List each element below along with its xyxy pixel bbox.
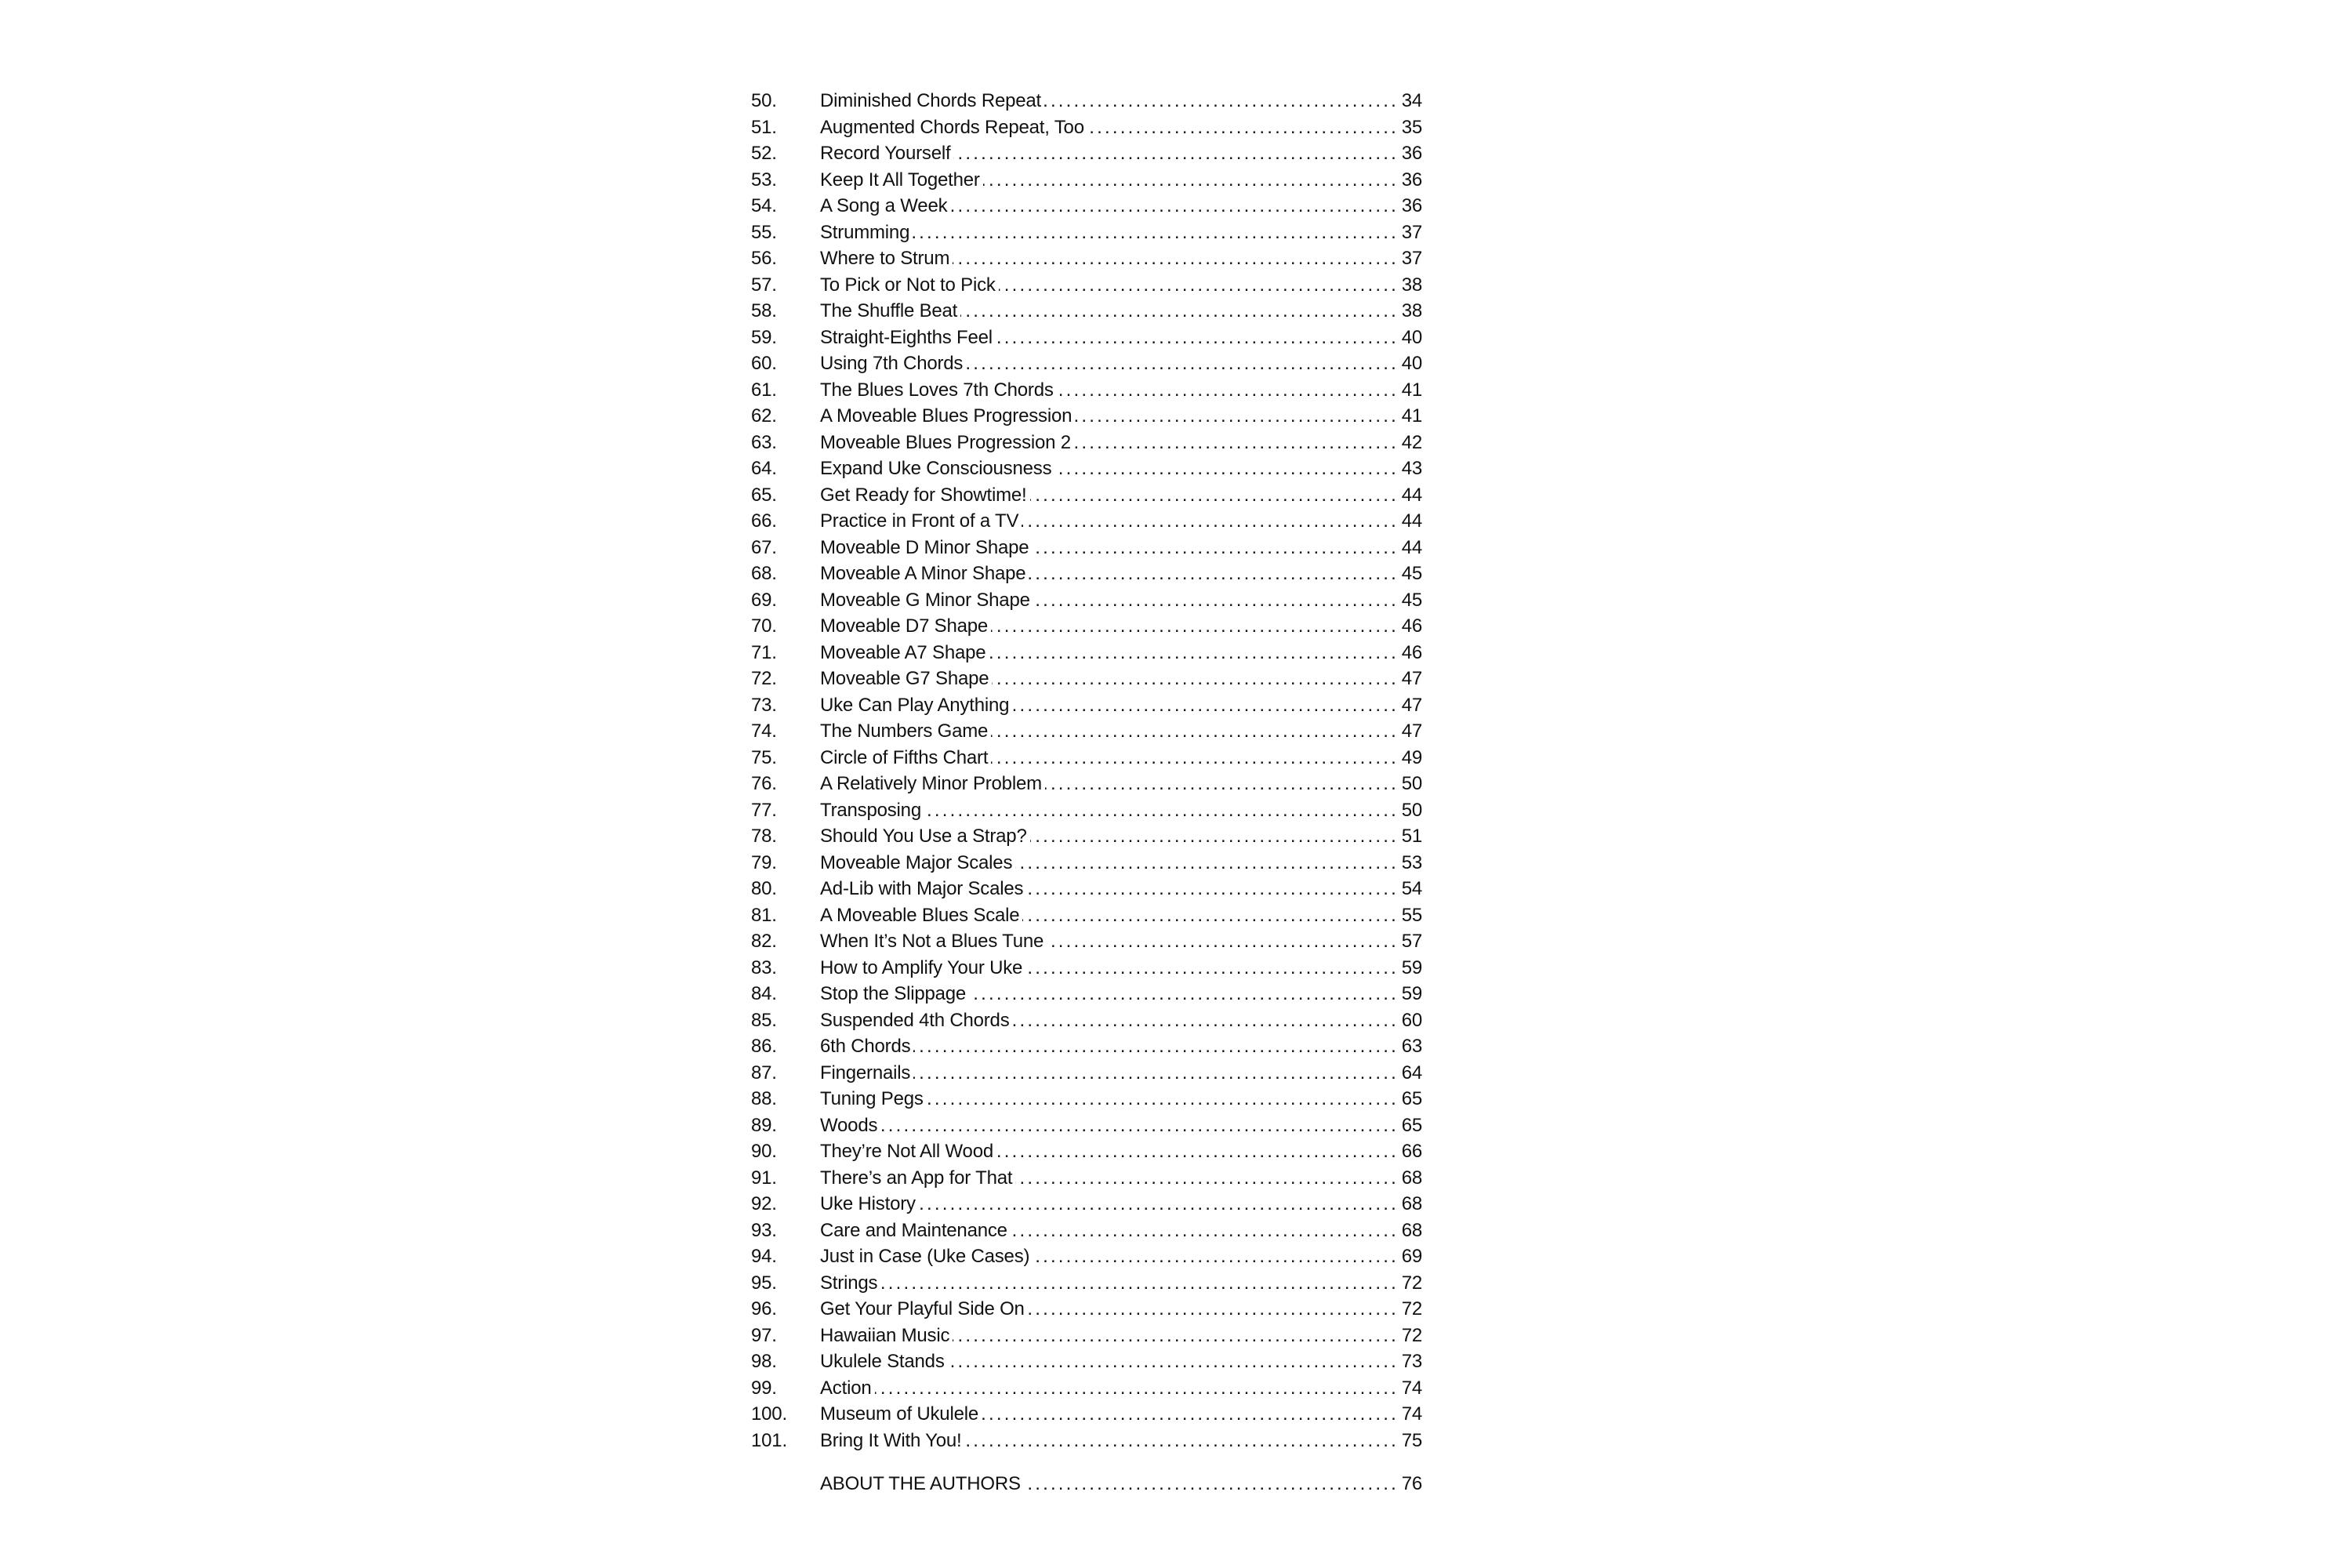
toc-dot-leader — [1026, 876, 1399, 902]
toc-entry-number: 74. — [751, 720, 777, 742]
toc-entry-title: When It’s Not a Blues Tune — [820, 931, 1044, 952]
toc-entry-page: 60 — [1401, 1009, 1422, 1031]
toc-dot-leader — [1045, 771, 1399, 797]
toc-dot-leader — [1033, 587, 1399, 614]
toc-entry-row — [751, 430, 1422, 456]
toc-entry-row — [751, 1218, 1422, 1244]
toc-entry-row — [751, 272, 1422, 299]
toc-entry-number: 80. — [751, 878, 777, 899]
toc-dot-leader — [989, 640, 1399, 666]
toc-entry-number: 96. — [751, 1298, 777, 1319]
toc-entry-number: 51. — [751, 116, 777, 138]
toc-entry-number: 87. — [751, 1062, 777, 1083]
toc-entry-number: 54. — [751, 195, 777, 216]
toc-dot-leader — [996, 1138, 1399, 1165]
toc-entry-row — [751, 1165, 1422, 1192]
toc-dot-leader — [1087, 114, 1399, 141]
toc-entry-row — [751, 955, 1422, 982]
toc-dot-leader — [1075, 403, 1399, 430]
toc-entry-title: Moveable D7 Shape — [820, 615, 989, 637]
toc-dot-leader — [913, 1033, 1399, 1060]
toc-dot-leader — [1012, 692, 1399, 719]
toc-entry-row — [751, 1428, 1422, 1454]
toc-entry-row — [751, 587, 1422, 614]
toc-entry-row — [751, 771, 1422, 797]
toc-entry-row — [751, 797, 1422, 824]
toc-entry-number: 67. — [751, 536, 777, 558]
toc-entry-number: 97. — [751, 1324, 777, 1346]
toc-entry-row — [751, 245, 1422, 272]
toc-entry-title: Woods — [820, 1114, 878, 1136]
toc-entry-page: 68 — [1401, 1219, 1422, 1241]
toc-dot-leader — [1022, 902, 1399, 929]
toc-entry-title: Bring It With You! — [820, 1429, 962, 1451]
toc-entry-page: 35 — [1401, 116, 1422, 138]
toc-entry-title: Ad-Lib with Major Scales — [820, 878, 1024, 899]
toc-entry-row — [751, 692, 1422, 719]
toc-dot-leader — [1030, 482, 1399, 509]
toc-entry-row — [751, 350, 1422, 377]
toc-entry-number: 99. — [751, 1377, 777, 1399]
toc-entry-page: 41 — [1401, 379, 1422, 401]
toc-dot-leader — [1015, 1165, 1399, 1192]
toc-dot-leader — [991, 745, 1399, 771]
toc-entry-number: 101. — [751, 1429, 787, 1451]
toc-entry-number: 63. — [751, 431, 777, 453]
toc-entry-number: 58. — [751, 300, 777, 321]
toc-entry-page: 65 — [1401, 1114, 1422, 1136]
toc-entry-title: Should You Use a Strap? — [820, 826, 1027, 847]
toc-dot-leader — [1033, 1243, 1399, 1270]
toc-dot-leader — [1054, 456, 1399, 482]
toc-entry-page: 65 — [1401, 1088, 1422, 1109]
toc-entry-row — [751, 1348, 1422, 1375]
toc-entry-title: Care and Maintenance — [820, 1219, 1007, 1241]
toc-entry-page: 72 — [1401, 1324, 1422, 1346]
toc-entry-page: 53 — [1401, 851, 1422, 873]
toc-entry-title: They’re Not All Wood — [820, 1141, 993, 1162]
toc-entry-page: 74 — [1401, 1403, 1422, 1425]
toc-entry-number: 86. — [751, 1036, 777, 1057]
toc-entry-number: 90. — [751, 1141, 777, 1162]
toc-entry-title: A Relatively Minor Problem — [820, 773, 1042, 794]
toc-entry-row — [751, 745, 1422, 771]
toc-entry-title: A Moveable Blues Scale — [820, 904, 1020, 926]
toc-entry-row — [751, 325, 1422, 351]
toc-entry-row — [751, 88, 1422, 114]
toc-entry-row — [751, 613, 1422, 640]
toc-entry-row — [751, 1401, 1422, 1428]
toc-entry-page: 36 — [1401, 195, 1422, 216]
toc-dot-leader — [983, 167, 1399, 194]
toc-dot-leader — [999, 272, 1399, 299]
toc-entry-number: 76. — [751, 773, 777, 794]
toc-entry-title: Using 7th Chords — [820, 353, 964, 374]
toc-entry-page: 47 — [1401, 694, 1422, 716]
toc-dot-leader — [991, 718, 1399, 745]
toc-entry-row — [751, 876, 1422, 902]
toc-entry-number: 75. — [751, 746, 777, 768]
toc-entry-title: Museum of Ukulele — [820, 1403, 979, 1425]
toc-entry-title: Transposing — [820, 799, 921, 821]
toc-entry-number: 92. — [751, 1193, 777, 1214]
toc-entry-page: 51 — [1401, 826, 1422, 847]
toc-entry-title: Uke History — [820, 1193, 916, 1214]
toc-entry-title: Just in Case (Uke Cases) — [820, 1246, 1030, 1267]
toc-entry-number: 98. — [751, 1351, 777, 1372]
toc-entry-number: 70. — [751, 615, 777, 637]
toc-entry-number: 84. — [751, 983, 777, 1004]
toc-dot-leader — [880, 1270, 1399, 1297]
toc-entry-row — [751, 298, 1422, 325]
toc-entry-row — [751, 640, 1422, 666]
toc-entry-number: 71. — [751, 641, 777, 663]
toc-entry-page: 59 — [1401, 983, 1422, 1004]
toc-entry-number: 55. — [751, 221, 777, 243]
toc-entry-page: 74 — [1401, 1377, 1422, 1399]
toc-entry-title: Action — [820, 1377, 872, 1399]
toc-dot-leader — [1030, 823, 1399, 850]
toc-entry-title: Record Yourself — [820, 143, 951, 164]
toc-entry-number: 73. — [751, 694, 777, 716]
toc-entry-page: 75 — [1401, 1429, 1422, 1451]
toc-entry-page: 50 — [1401, 799, 1422, 821]
toc-dot-leader — [1074, 430, 1399, 456]
toc-entry-page: 38 — [1401, 274, 1422, 296]
toc-dot-leader — [1025, 955, 1399, 982]
toc-entry-title: There’s an App for That — [820, 1167, 1013, 1189]
toc-entry-page: 57 — [1401, 931, 1422, 952]
toc-entry-page: 45 — [1401, 563, 1422, 584]
toc-entry-row — [751, 823, 1422, 850]
toc-entry-title: How to Amplify Your Uke — [820, 956, 1023, 978]
toc-entry-page: 37 — [1401, 221, 1422, 243]
toc-entry-page: 40 — [1401, 353, 1422, 374]
toc-entry-title: A Song a Week — [820, 195, 948, 216]
toc-dot-leader — [924, 797, 1399, 824]
toc-entry-title: To Pick or Not to Pick — [820, 274, 996, 296]
toc-entry-page: 69 — [1401, 1246, 1422, 1267]
toc-entry-number: 60. — [751, 353, 777, 374]
toc-entry-page: 44 — [1401, 510, 1422, 532]
toc-entry-page: 68 — [1401, 1193, 1422, 1214]
toc-dot-leader — [880, 1112, 1399, 1139]
toc-entry-page: 73 — [1401, 1351, 1422, 1372]
toc-entry-page: 76 — [1401, 1473, 1422, 1494]
toc-entry-number: 65. — [751, 484, 777, 506]
toc-entry-page: 66 — [1401, 1141, 1422, 1162]
toc-entry-title: Get Your Playful Side On — [820, 1298, 1025, 1319]
toc-entry-title: Circle of Fifths Chart — [820, 746, 989, 768]
toc-entry-title: Augmented Chords Repeat, Too — [820, 116, 1084, 138]
toc-entry-page: 72 — [1401, 1298, 1422, 1319]
toc-dot-leader — [913, 1060, 1399, 1087]
toc-entry-row — [751, 377, 1422, 404]
toc-entry-page: 44 — [1401, 536, 1422, 558]
toc-entry-row — [751, 535, 1422, 561]
toc-entry-title: Keep It All Together — [820, 169, 980, 191]
toc-entry-title: Expand Uke Consciousness — [820, 458, 1052, 479]
toc-entry-number: 52. — [751, 143, 777, 164]
toc-entry-row — [751, 1375, 1422, 1402]
toc-entry-number: 83. — [751, 956, 777, 978]
toc-dot-leader — [948, 1348, 1399, 1375]
toc-entry-number: 59. — [751, 326, 777, 348]
toc-dot-leader — [913, 220, 1399, 246]
toc-entry-title: The Blues Loves 7th Chords — [820, 379, 1054, 401]
toc-entry-page: 40 — [1401, 326, 1422, 348]
toc-dot-leader — [1032, 535, 1399, 561]
toc-dot-leader — [1044, 88, 1399, 114]
toc-dot-leader — [966, 350, 1399, 377]
toc-entry-number: 69. — [751, 589, 777, 611]
toc-entry-number: 66. — [751, 510, 777, 532]
toc-entry-page: 36 — [1401, 169, 1422, 191]
toc-entry-number: 85. — [751, 1009, 777, 1031]
toc-dot-leader — [965, 1428, 1399, 1454]
toc-entry-number: 95. — [751, 1272, 777, 1294]
toc-entry-number: 94. — [751, 1246, 777, 1267]
toc-entry-title: A Moveable Blues Progression — [820, 405, 1073, 426]
toc-entry-page: 54 — [1401, 878, 1422, 899]
toc-entry-title: Strumming — [820, 221, 910, 243]
toc-entry-page: 47 — [1401, 720, 1422, 742]
toc-dot-leader — [1022, 508, 1399, 535]
toc-entry-page: 41 — [1401, 405, 1422, 426]
toc-entry-number: 50. — [751, 90, 777, 111]
toc-entry-number: 77. — [751, 799, 777, 821]
toc-dot-leader — [927, 1086, 1399, 1112]
toc-entry-page: 72 — [1401, 1272, 1422, 1294]
toc-dot-leader — [953, 245, 1399, 272]
toc-entry-page: 50 — [1401, 773, 1422, 794]
toc-entry-row — [751, 1112, 1422, 1139]
toc-entry-page: 46 — [1401, 641, 1422, 663]
toc-dot-leader — [919, 1191, 1399, 1218]
toc-entry-row — [751, 1243, 1422, 1270]
toc-entry-row — [751, 902, 1422, 929]
toc-entry-page: 45 — [1401, 589, 1422, 611]
toc-entry-page: 64 — [1401, 1062, 1422, 1083]
toc-entry-row — [751, 1060, 1422, 1087]
toc-entry-title: Moveable A Minor Shape — [820, 563, 1026, 584]
toc-entry-title: The Shuffle Beat — [820, 300, 958, 321]
toc-entry-number: 93. — [751, 1219, 777, 1241]
toc-entry-title: Moveable A7 Shape — [820, 641, 986, 663]
toc-dot-leader — [1015, 850, 1399, 877]
toc-entry-page: 46 — [1401, 615, 1422, 637]
toc-entry-row — [751, 193, 1422, 220]
toc-entry-row — [751, 561, 1422, 587]
toc-entry-number: 56. — [751, 248, 777, 269]
toc-entry-row — [751, 981, 1422, 1007]
toc-entry-page: 55 — [1401, 904, 1422, 926]
toc-entry-title: Strings — [820, 1272, 878, 1294]
toc-dot-leader — [953, 140, 1399, 167]
toc-entry-number: 78. — [751, 826, 777, 847]
toc-entry-title: Suspended 4th Chords — [820, 1009, 1010, 1031]
toc-entry-number: 91. — [751, 1167, 777, 1189]
toc-entry-title: Tuning Pegs — [820, 1088, 924, 1109]
toc-entry-number: 64. — [751, 458, 777, 479]
toc-entry-page: 49 — [1401, 746, 1422, 768]
toc-entry-row — [751, 1191, 1422, 1218]
toc-entry-row — [751, 1270, 1422, 1297]
toc-dot-leader — [1011, 1218, 1399, 1244]
toc-dot-leader — [875, 1375, 1399, 1402]
toc-entry-title: Get Ready for Showtime! — [820, 484, 1027, 506]
toc-entry-row — [751, 1296, 1422, 1323]
toc-dot-leader — [992, 666, 1399, 692]
toc-dot-leader — [982, 1401, 1399, 1428]
toc-entry-page: 47 — [1401, 668, 1422, 689]
toc-entry-row — [751, 1033, 1422, 1060]
toc-entry-title: Moveable Major Scales — [820, 851, 1013, 873]
toc-entry-page: 63 — [1401, 1036, 1422, 1057]
toc-dot-leader — [1013, 1007, 1399, 1034]
toc-entry-title: Ukulele Stands — [820, 1351, 945, 1372]
toc-entry-title: Diminished Chords Repeat — [820, 90, 1042, 111]
toc-entry-row — [751, 718, 1422, 745]
toc-entry-number: 72. — [751, 668, 777, 689]
toc-entry-number: 79. — [751, 851, 777, 873]
toc-entry-row — [751, 850, 1422, 877]
toc-dot-leader — [960, 298, 1399, 325]
toc-entries — [751, 88, 1422, 1454]
toc-entry-title: Fingernails — [820, 1062, 911, 1083]
toc-entry-number: 81. — [751, 904, 777, 926]
toc-entry-row — [751, 1323, 1422, 1349]
toc-entry-row — [751, 140, 1422, 167]
toc-entry-number: 61. — [751, 379, 777, 401]
toc-dot-leader — [1029, 561, 1399, 587]
toc-dot-leader — [953, 1323, 1399, 1349]
toc-entry-row — [751, 1086, 1422, 1112]
toc-entry-title: Moveable Blues Progression 2 — [820, 431, 1071, 453]
toc-entry-row — [751, 1007, 1422, 1034]
toc-entry-row — [751, 482, 1422, 509]
toc-entry-page: 37 — [1401, 248, 1422, 269]
toc-entry-row — [751, 220, 1422, 246]
toc-entry-row — [751, 403, 1422, 430]
toc-dot-leader — [969, 981, 1399, 1007]
toc-entry-number: 62. — [751, 405, 777, 426]
toc-entry-page: 43 — [1401, 458, 1422, 479]
toc-entry-title: Stop the Slippage — [820, 983, 967, 1004]
toc-entry-title: 6th Chords — [820, 1036, 911, 1057]
toc-entry-row — [751, 167, 1422, 194]
toc-entry-number: 100. — [751, 1403, 787, 1425]
toc-entry-row — [751, 456, 1422, 482]
toc-entry-title: Moveable D Minor Shape — [820, 536, 1029, 558]
toc-entry-page: 34 — [1401, 90, 1422, 111]
toc-entry-number: 68. — [751, 563, 777, 584]
toc-entry-page: 68 — [1401, 1167, 1422, 1189]
toc-entry-page: 36 — [1401, 143, 1422, 164]
toc-entry-title: The Numbers Game — [820, 720, 989, 742]
toc-dot-leader — [1057, 377, 1399, 404]
toc-dot-leader — [1028, 1296, 1399, 1323]
toc-entry-title: Uke Can Play Anything — [820, 694, 1010, 716]
toc-entry-title: ABOUT THE AUTHORS — [820, 1473, 1021, 1494]
toc-entry-title: Practice in Front of a TV — [820, 510, 1019, 532]
toc-entry-title: Where to Strum — [820, 248, 950, 269]
toc-entry-number: 89. — [751, 1114, 777, 1136]
toc-entry-title: Hawaiian Music — [820, 1324, 950, 1346]
toc-entry-page: 59 — [1401, 956, 1422, 978]
toc-entry-number: 53. — [751, 169, 777, 191]
toc-entry-page: 44 — [1401, 484, 1422, 506]
toc-entry-title: Moveable G Minor Shape — [820, 589, 1030, 611]
toc-entry-row — [751, 928, 1422, 955]
toc-entry-number: 82. — [751, 931, 777, 952]
toc-dot-leader — [1024, 1471, 1399, 1497]
toc-entry-page: 38 — [1401, 300, 1422, 321]
toc-entry-title: Straight-Eighths Feel — [820, 326, 993, 348]
toc-entry-title: Moveable G7 Shape — [820, 668, 989, 689]
toc-entry-row — [751, 1138, 1422, 1165]
toc-entry-row — [751, 114, 1422, 141]
toc-entry-row — [751, 666, 1422, 692]
toc-dot-leader — [1047, 928, 1399, 955]
toc-dot-leader — [950, 193, 1399, 220]
toc-dot-leader — [996, 325, 1399, 351]
toc-entry-row — [751, 508, 1422, 535]
toc-entry-row-about — [751, 1471, 1422, 1497]
toc-entry-page: 42 — [1401, 431, 1422, 453]
table-of-contents — [751, 88, 1422, 1497]
toc-dot-leader — [991, 613, 1399, 640]
toc-entry-number: 88. — [751, 1088, 777, 1109]
toc-entry-number: 57. — [751, 274, 777, 296]
